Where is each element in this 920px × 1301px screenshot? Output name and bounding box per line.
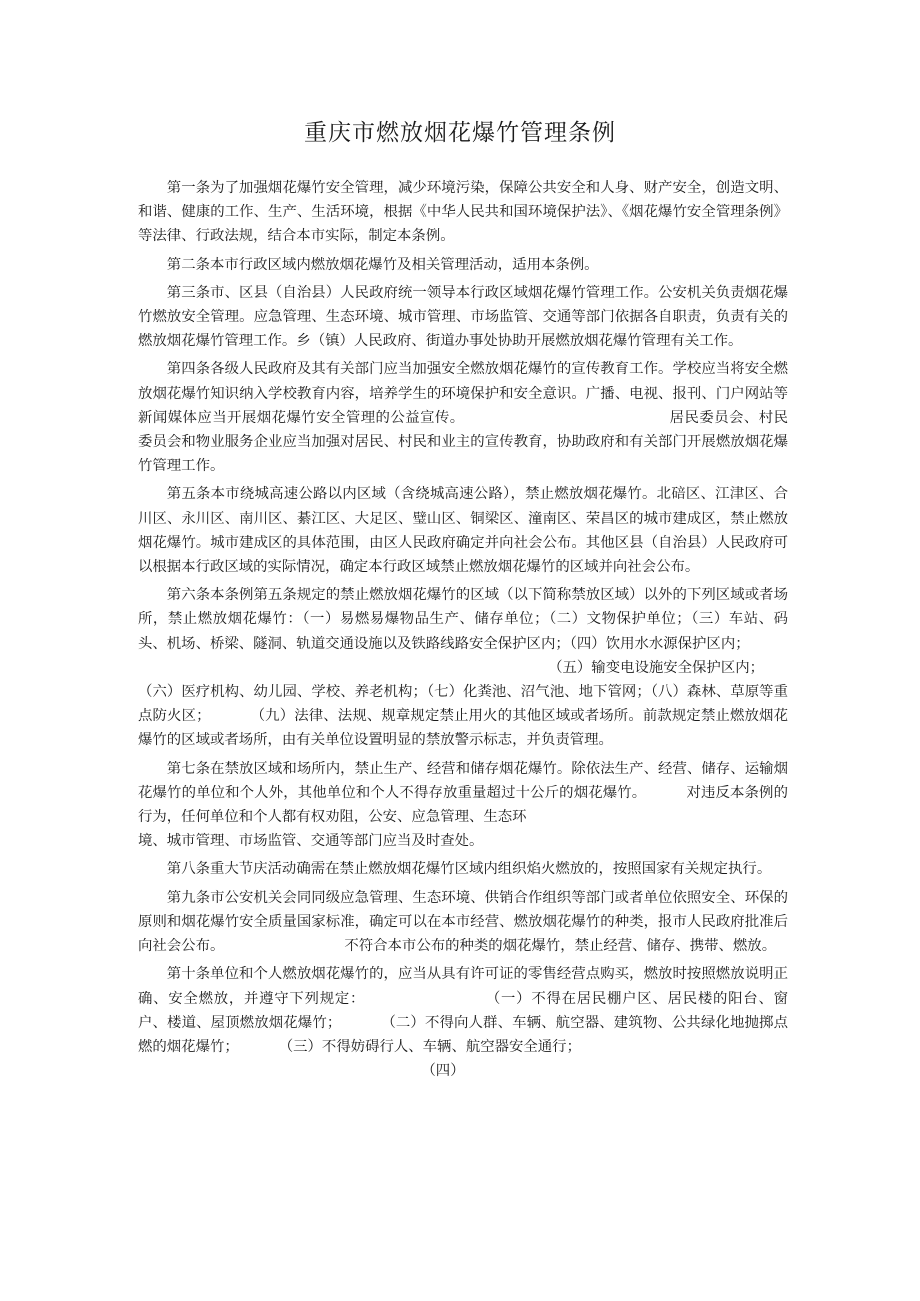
article-3: 第三条市、区县（自治县）人民政府统一领导本行政区域烟花爆竹管理工作。公安机关负责烟花爆竹燃放安全管理。应急管理、生态环境、城市管理、市场监管、交通等部门依据各自职责，负责有关的燃放烟花爆竹管理工作。乡（镇）人民政府、街道办事处协助开展燃放烟花爆竹管理有关工作。 [138,284,788,350]
article-9 [138,886,788,959]
article-4 [138,357,788,478]
article-10 [138,962,788,1059]
article-4-part-3: 民委员会、村民委员会和物业服务企业应当加强对居民、村民和业主的宣传教育，协助政府和有关部门开展燃放烟花爆竹管理工作。 [138,409,788,475]
article-8: 第八条重大节庆活动确需在禁止燃放烟花爆竹区域内组织焰火燃放的，按照国家有关规定执行。 [166,861,772,878]
article-9-part-2: 不符合本市公布的种类的烟花爆竹，禁止经营、储存、携带、燃放。 [344,938,777,955]
article-6-part-1: 第六条本条例第五条规定的禁止燃放烟花爆竹的区域（以下简称禁放区域）以外的下列区域或者场所，禁止燃放烟花爆竹：（一）易燃易爆物品生产、储存单位；（二）文物保护单位；（三）车站、码头、机场、桥梁、隧洞、轨道交通设施以及铁路线路安全保护区内；（四）饮用水水源保护区内； [138,587,788,652]
article-6-part-4: （九）法律、法规、规章规定禁止用火的其他区域或者场所。前款规定禁止燃放烟花爆竹的区域或者场所，由有关单位设置明显的禁放警示标志，并负责管理。 [138,708,788,749]
article-7-part-1: 第七条在禁放区域和场所内，禁止生产、经营和储存烟花爆竹。除依法生产、经营、储存、运输烟花爆竹的单位和个人外，其他单位和个人不得存放重量超过十公斤的烟花爆竹。 [138,760,788,801]
article-6-part-3: （六）医疗机构、幼儿园、学校、养老机构；（七）化粪池、沼气池、地下管网；（八）森林、草原等重点防火区； [138,684,788,725]
article-4-part-1: 第四条各级人民政府及其有关部门应当加强安全燃放烟花爆竹的宣传教育工作。学校应当将安全燃放烟花爆竹知识纳入学校教育内容，培养学生的环境保护和安全意识。广播、电视、报刊、门户网站等新闻媒体应当开展烟花爆竹安全管理的公益宣传。 [138,361,788,426]
article-6-part-2: （五）输变电设施安全保护区内； [548,659,764,676]
article-10-item-1: （一）不得在居民棚户区、居民楼的阳台、窗户、楼道、屋顶燃放烟花爆竹； [138,990,788,1031]
article-9-part-1: 第九条市公安机关会同同级应急管理、生态环境、供销合作组织等部门或者单位依照安全、环保的原则和烟花爆竹安全质量国家标准，确定可以在本市经营、燃放烟花爆竹的种类，报市人民政府批准后向社会公布。 [138,889,788,955]
article-2: 第二条本市行政区域内燃放烟花爆竹及相关管理活动，适用本条例。 [166,256,599,273]
article-7 [138,757,788,854]
document-body [138,176,788,1087]
article-10-part-1: 第十条单位和个人燃放烟花爆竹的，应当从具有许可证的零售经营点购买，燃放时按照燃放说明正确、安全燃放，并遵守下列规定： [138,966,788,1007]
article-10-item-3: （三）不得妨碍行人、车辆、航空器安全通行； [278,1038,581,1055]
article-4-part-2: 居 [669,409,685,426]
article-6 [138,583,788,752]
article-1: 第一条为了加强烟花爆竹安全管理，减少环境污染，保障公共安全和人身、财产安全，创造文明、和谐、健康的工作、生产、生活环境，根据《中华人民共和国环境保护法》、《烟花爆竹安全管理条例》等法律、行政法规，结合本市实际，制定本条例。 [138,180,788,245]
article-5: 第五条本市绕城高速公路以内区域（含绕城高速公路），禁止燃放烟花爆竹。北碚区、江津区、合川区、永川区、南川区、綦江区、大足区、璧山区、铜梁区、潼南区、荣昌区的城市建成区，禁止燃放烟花爆竹。城市建成区的具体范围，由区人民政府确定并向社会公布。其他区县（自治县）人民政府可以根据本行政区域的实际情况，确定本行政区域禁止燃放烟花爆竹的区域并向社会公布。 [138,486,788,576]
article-7-part-2: 对违反本条例的行为，任何单位和个人都有权劝阻，公安、应急管理、生态环 [138,784,788,826]
article-10-item-4: （四） [421,1063,465,1080]
article-10-item-2: （二）不得向人群、车辆、航空器、建筑物、公共绿化地抛掷点燃的烟花爆竹； [138,1014,788,1055]
document-title: 重庆市燃放烟花爆竹管理条例 [304,120,616,146]
article-7-part-3: 境、城市管理、市场监管、交通等部门应当及时查处。 [138,833,484,850]
